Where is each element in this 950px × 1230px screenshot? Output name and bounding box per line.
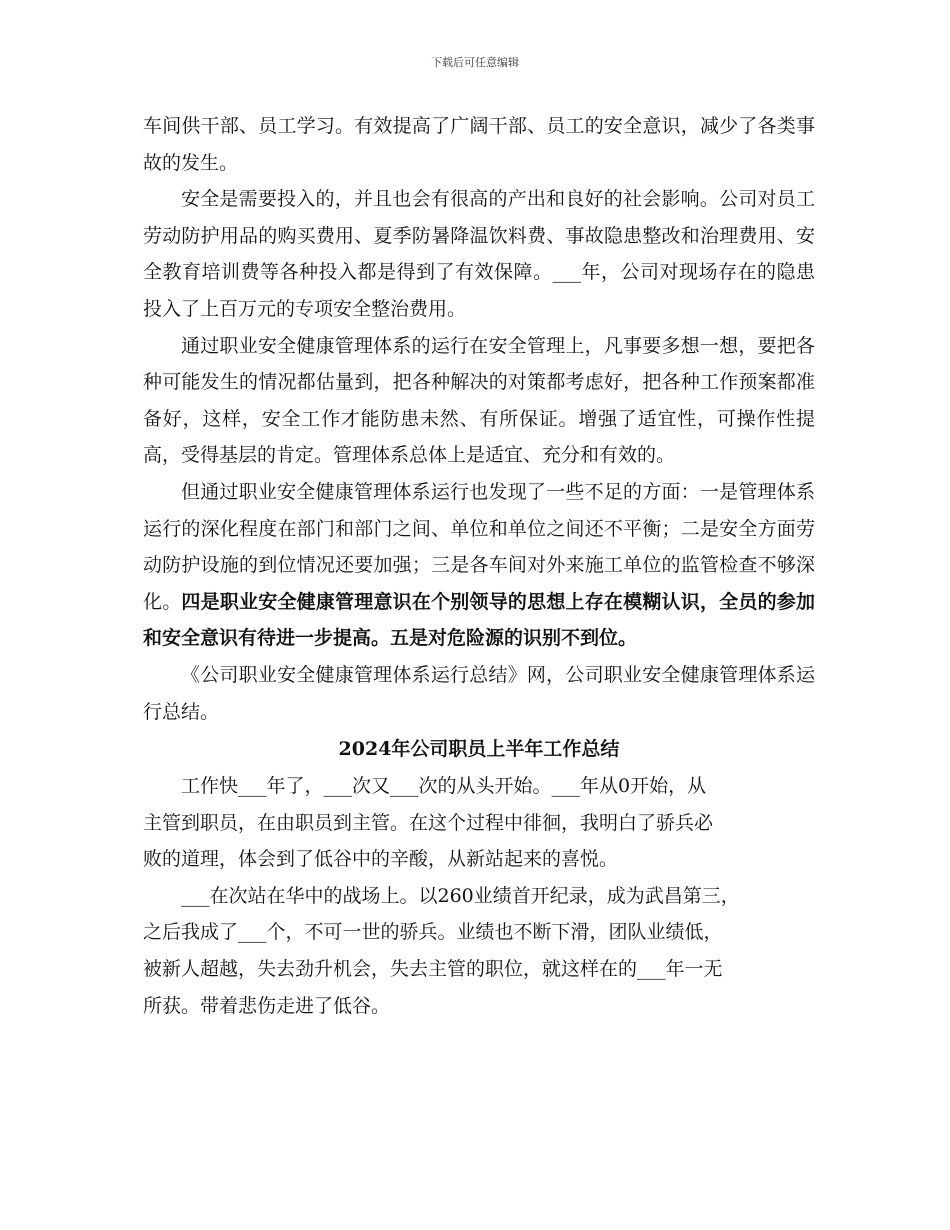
- summary-line: 工作快___年了，___次又___次的从头开始。___年从0开始，从: [181, 775, 707, 798]
- paragraph-summary-link: 《公司职业安全健康管理体系运行总结》网，公司职业安全健康管理体系运行总结。: [143, 663, 815, 723]
- summary-line: 之后我成了___个，不可一世的骄兵。业绩也不断下滑，团队业绩低，: [143, 921, 723, 944]
- section-title: 2024年公司职员上半年工作总结: [338, 738, 620, 761]
- paragraph-shortcomings: [143, 474, 815, 657]
- paragraph-continuation: 车间供干部、员工学习。有效提高了广阔干部、员工的安全意识，减少了各类事故的发生。: [143, 115, 815, 174]
- summary-line: ___在次站在华中的战场上。以260业绩首开纪录，成为武昌第三，: [181, 884, 740, 907]
- document-body: [143, 108, 815, 1024]
- page-header: 下载后可任意编辑: [431, 56, 519, 69]
- shortcomings-text: 但通过职业安全健康管理体系运行也发现了一些不足的方面：一是管理体系运行的深化程度在部门和部门之间、单位和单位之间还不平衡；二是安全方面劳动防护设施的到位情况还要加强；三是各车间对外来施工单位的监管检查不够深化。: [143, 480, 815, 613]
- summary-line: 败的道理，体会到了低谷中的辛酸，从新站起来的喜悦。: [143, 848, 619, 871]
- summary-line: 所获。带着悲伤走进了低谷。: [143, 994, 391, 1017]
- summary-line: 主管到职员，在由职员到主管。在这个过程中徘徊，我明白了骄兵必: [143, 811, 714, 834]
- paragraph-management-system: 通过职业安全健康管理体系的运行在安全管理上，凡事要多想一想，要把各种可能发生的情况都估量到，把各种解决的对策都考虑好，把各种工作预案都准备好，这样，安全工作才能防患未然、有所保证。增强了适宜性，可操作性提高，受得基层的肯定。管理体系总体上是适宜、充分和有效的。: [143, 334, 815, 467]
- summary-line: 被新人超越，失去劲升机会，失去主管的职位，就这样在的___年一无: [143, 958, 723, 981]
- work-summary-section: [143, 768, 815, 1024]
- paragraph-safety-investment: 安全是需要投入的，并且也会有很高的产出和良好的社会影响。公司对员工劳动防护用品的购买费用、夏季防暑降温饮料费、事故隐患整改和治理费用、安全教育培训费等各种投入都是得到了有效保障。___年，公司对现场存在的隐患投入了上百万元的专项安全整治费用。: [143, 188, 815, 320]
- shortcomings-bold-text: 四是职业安全健康管理意识在个别领导的思想上存在模糊认识，全员的参加和安全意识有待进一步提高。五是对危险源的识别不到位。: [143, 590, 815, 650]
